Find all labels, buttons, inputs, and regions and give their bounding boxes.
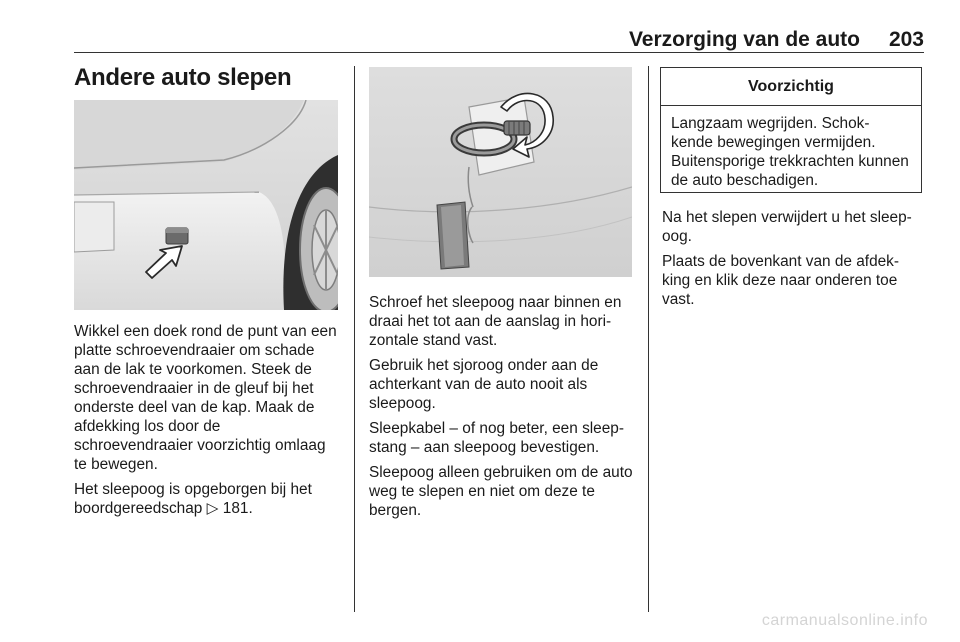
figure-tow-eye: [369, 67, 632, 277]
paragraph-2-text: Het sleepoog is opgeborgen bij het boordgereedschap: [74, 481, 312, 517]
page-reference-icon: ▷: [206, 500, 219, 517]
paragraph-5: Sleepkabel – of nog beter, een sleep-stang – aan sleepoog bevestigen.: [369, 420, 624, 456]
column-3-text: [662, 208, 926, 315]
paragraph-8: Plaats de bovenkant van de afdek-king en klik deze naar onderen toe vast.: [662, 253, 900, 308]
page-reference: 181.: [222, 500, 253, 517]
column-1-text: [74, 322, 342, 524]
section-title: Andere auto slepen: [74, 64, 292, 91]
column-2-text: [369, 293, 635, 526]
header-rule: [74, 52, 924, 53]
column-divider-2: [648, 66, 649, 612]
figure-rear-bumper: [74, 100, 338, 310]
paragraph-7: Na het slepen verwijdert u het sleep-oog.: [662, 209, 912, 245]
paragraph-2: [74, 480, 342, 518]
caution-text: Langzaam wegrijden. Schok-kende bewegingen vermijden. Buitensporige trekkrachten kunnen de auto beschadigen.: [671, 115, 909, 189]
caution-box: [660, 67, 922, 193]
paragraph-6: Sleepoog alleen gebruiken om de auto weg te slepen en niet om deze te bergen.: [369, 464, 633, 519]
watermark: carmanualsonline.info: [761, 612, 928, 629]
paragraph-3: Schroef het sleepoog naar binnen en draai het tot aan de aanslag in hori-zontale stand vast.: [369, 294, 622, 349]
column-divider-1: [354, 66, 355, 612]
running-header-title: Verzorging van de auto: [628, 28, 860, 51]
caution-title: Voorzichtig: [661, 68, 921, 106]
paragraph-4: Gebruik het sjoroog onder aan de achterkant van de auto nooit als sleepoog.: [369, 357, 599, 412]
paragraph-1: Wikkel een doek rond de punt van een platte schroevendraaier om schade aan de lak te voorkomen. Steek de schroevendraaier in de gleuf bij het onderste deel van de kap. Maak de afdekking los door de schroevendraaier voorzichtig omlaag te bewegen.: [74, 323, 337, 473]
page-number: 203: [888, 28, 924, 51]
tow-eye-illustration: [369, 67, 632, 277]
tow-eye-cover-illustration: [74, 100, 338, 310]
